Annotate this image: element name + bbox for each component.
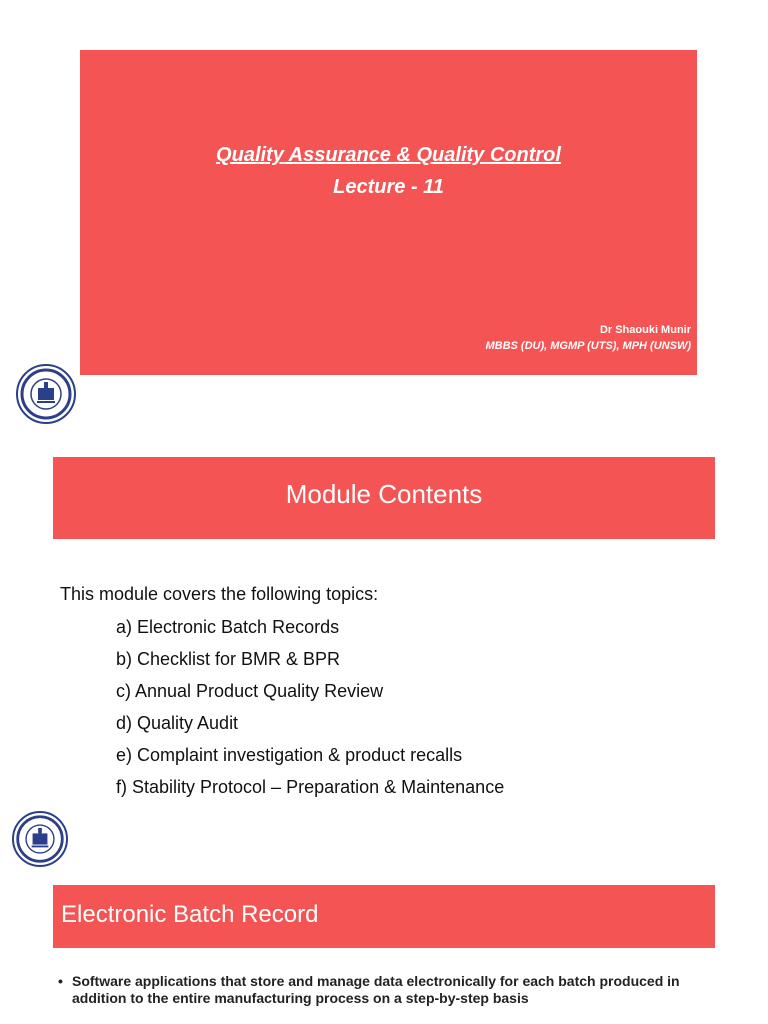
ebr-header: [53, 885, 715, 948]
module-contents-header: [53, 457, 715, 539]
topic-item: e) Complaint investigation & product recalls: [116, 745, 463, 765]
university-logo-icon: [16, 364, 76, 424]
lecture-title: Quality Assurance & Quality Control: [216, 144, 561, 166]
ebr-bullet-item: [58, 973, 718, 1007]
lecture-number: Lecture - 11: [333, 176, 444, 198]
module-contents-title: Module Contents: [285, 479, 483, 509]
topic-item: c) Annual Product Quality Review: [116, 681, 384, 701]
topic-item: a) Electronic Batch Records: [116, 617, 340, 637]
topic-item: d) Quality Audit: [116, 713, 239, 733]
author-name: Dr Shaouki Munir: [599, 324, 691, 336]
bullet-icon: •: [58, 973, 63, 989]
ebr-title: Electronic Batch Record: [61, 901, 319, 928]
author-credentials: MBBS (DU), MGMP (UTS), MPH (UNSW): [485, 340, 691, 352]
module-intro-text: This module covers the following topics:: [60, 584, 379, 604]
topic-list: [116, 616, 504, 808]
university-logo-icon: [12, 811, 68, 867]
ebr-bullet-text: Software applications that store and manage data electronically for each batch produced in addition to the entire manufacturing process on a step-by-step basis: [72, 973, 680, 1006]
topic-item: f) Stability Protocol – Preparation & Maintenance: [116, 777, 505, 797]
topic-item: b) Checklist for BMR & BPR: [116, 649, 341, 669]
author-block: [485, 322, 691, 354]
title-slide-banner: [80, 50, 697, 375]
